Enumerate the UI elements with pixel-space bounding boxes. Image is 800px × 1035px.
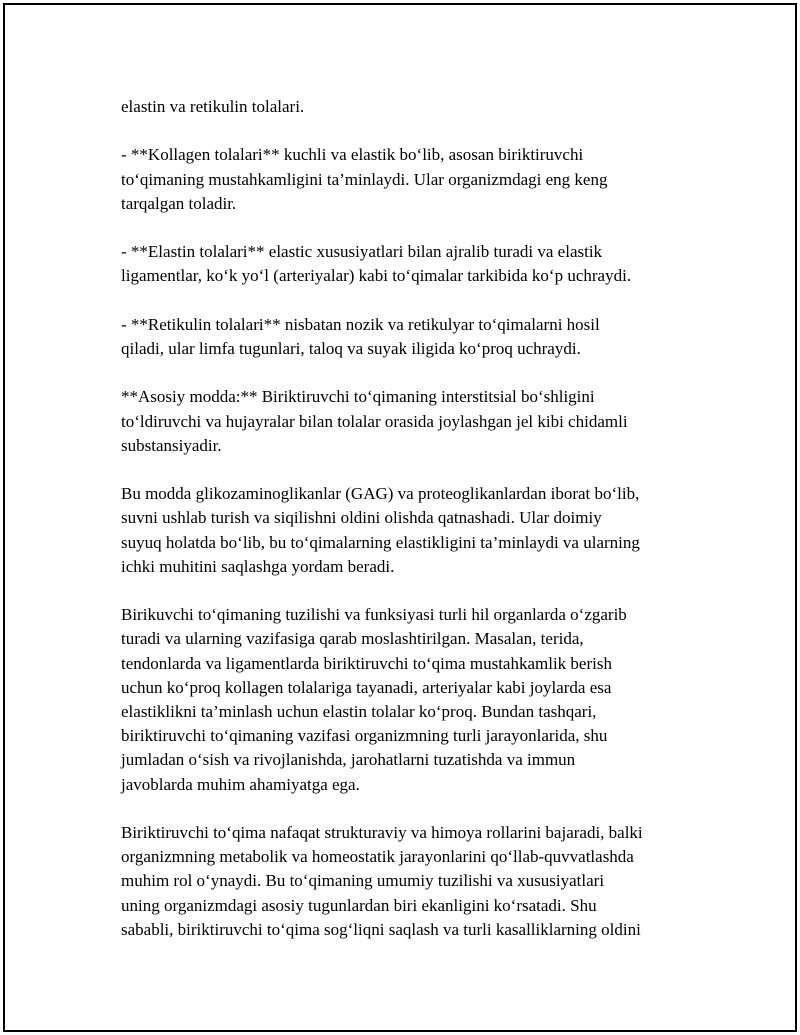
text-line: tendonlarda va ligamentlarda biriktiruvchi to‘qima mustahkamlik berish — [121, 653, 612, 673]
text-line: qiladi, ular limfa tugunlari, taloq va suyak iligida ko‘proq uchraydi. — [121, 338, 581, 358]
paragraph-collagen-fibers — [121, 143, 701, 216]
text-line: uning organizmdagi asosiy tugunlardan biri ekanligini ko‘rsatadi. Shu — [121, 895, 597, 915]
text-line: turadi va ularning vazifasiga qarab moslashtirilgan. Masalan, terida, — [121, 629, 584, 649]
text-line: - **Kollagen tolalari** kuchli va elastik bo‘lib, asosan biriktiruvchi — [121, 145, 584, 165]
text-line: tarqalgan toladir. — [121, 193, 237, 213]
text-line: Bu modda glikozaminoglikanlar (GAG) va proteoglikanlardan iborat bo‘lib, — [121, 484, 640, 504]
text-line: to‘qimaning mustahkamligini ta’minlaydi. Ular organizmdagi eng keng — [121, 169, 608, 189]
text-line: - **Retikulin tolalari** nisbatan nozik va retikulyar to‘qimalarni hosil — [121, 314, 600, 334]
text-line: to‘ldiruvchi va hujayralar bilan tolalar orasida joylashgan jel kibi chidamli — [121, 411, 628, 431]
text-line: suyuq holatda bo‘lib, bu to‘qimalarning elastikligini ta’minlaydi va ularning — [121, 532, 640, 552]
page-frame — [3, 3, 797, 1032]
text-line: **Asosiy modda:** Biriktiruvchi to‘qimaning interstitsial bo‘shligini — [121, 387, 595, 407]
text-line: muhim rol o‘ynaydi. Bu to‘qimaning umumiy tuzilishi va xususiyatlari — [121, 871, 605, 891]
paragraph-elastin-fibers — [121, 240, 701, 288]
paragraph-intro-fragment — [121, 95, 701, 119]
text-line: suvni ushlab turish va siqilishni oldini olishda qatnashadi. Ular doimiy — [121, 508, 602, 528]
paragraph-substance-composition — [121, 482, 701, 579]
paragraph-structure-function — [121, 603, 701, 797]
text-line: organizmning metabolik va homeostatik jarayonlarini qo‘llab-quvvatlashda — [121, 847, 634, 867]
text-line: Biriktiruvchi to‘qima nafaqat strukturaviy va himoya rollarini bajaradi, balki — [121, 822, 643, 842]
document-body — [121, 95, 701, 966]
text-line: sababli, biriktiruvchi to‘qima sog‘liqni saqlash va turli kasalliklarning oldini — [121, 919, 641, 939]
paragraph-metabolic-role — [121, 821, 701, 942]
text-line: ichki muhitini saqlashga yordam beradi. — [121, 556, 395, 576]
text-line: substansiyadir. — [121, 435, 222, 455]
text-line: jumladan o‘sish va rivojlanishda, jarohatlarni tuzatishda va immun — [121, 750, 576, 770]
text-line: elastiklikni ta’minlash uchun elastin tolalar ko‘proq. Bundan tashqari, — [121, 701, 597, 721]
text-line: uchun ko‘proq kollagen tolalariga tayanadi, arteriyalar kabi joylarda esa — [121, 677, 612, 697]
paragraph-ground-substance — [121, 385, 701, 458]
text-line: ligamentlar, ko‘k yo‘l (arteriyalar) kabi to‘qimalar tarkibida ko‘p uchraydi. — [121, 266, 632, 286]
text-line: elastin va retikulin tolalari. — [121, 97, 305, 116]
text-line: - **Elastin tolalari** elastic xususiyatlari bilan ajralib turadi va elastik — [121, 242, 603, 262]
text-line: javoblarda muhim ahamiyatga ega. — [121, 774, 360, 794]
paragraph-reticulin-fibers — [121, 313, 701, 361]
text-line: biriktiruvchi to‘qimaning vazifasi organizmning turli jarayonlarida, shu — [121, 726, 608, 746]
text-line: Birikuvchi to‘qimaning tuzilishi va funksiyasi turli hil organlarda o‘zgarib — [121, 605, 627, 625]
